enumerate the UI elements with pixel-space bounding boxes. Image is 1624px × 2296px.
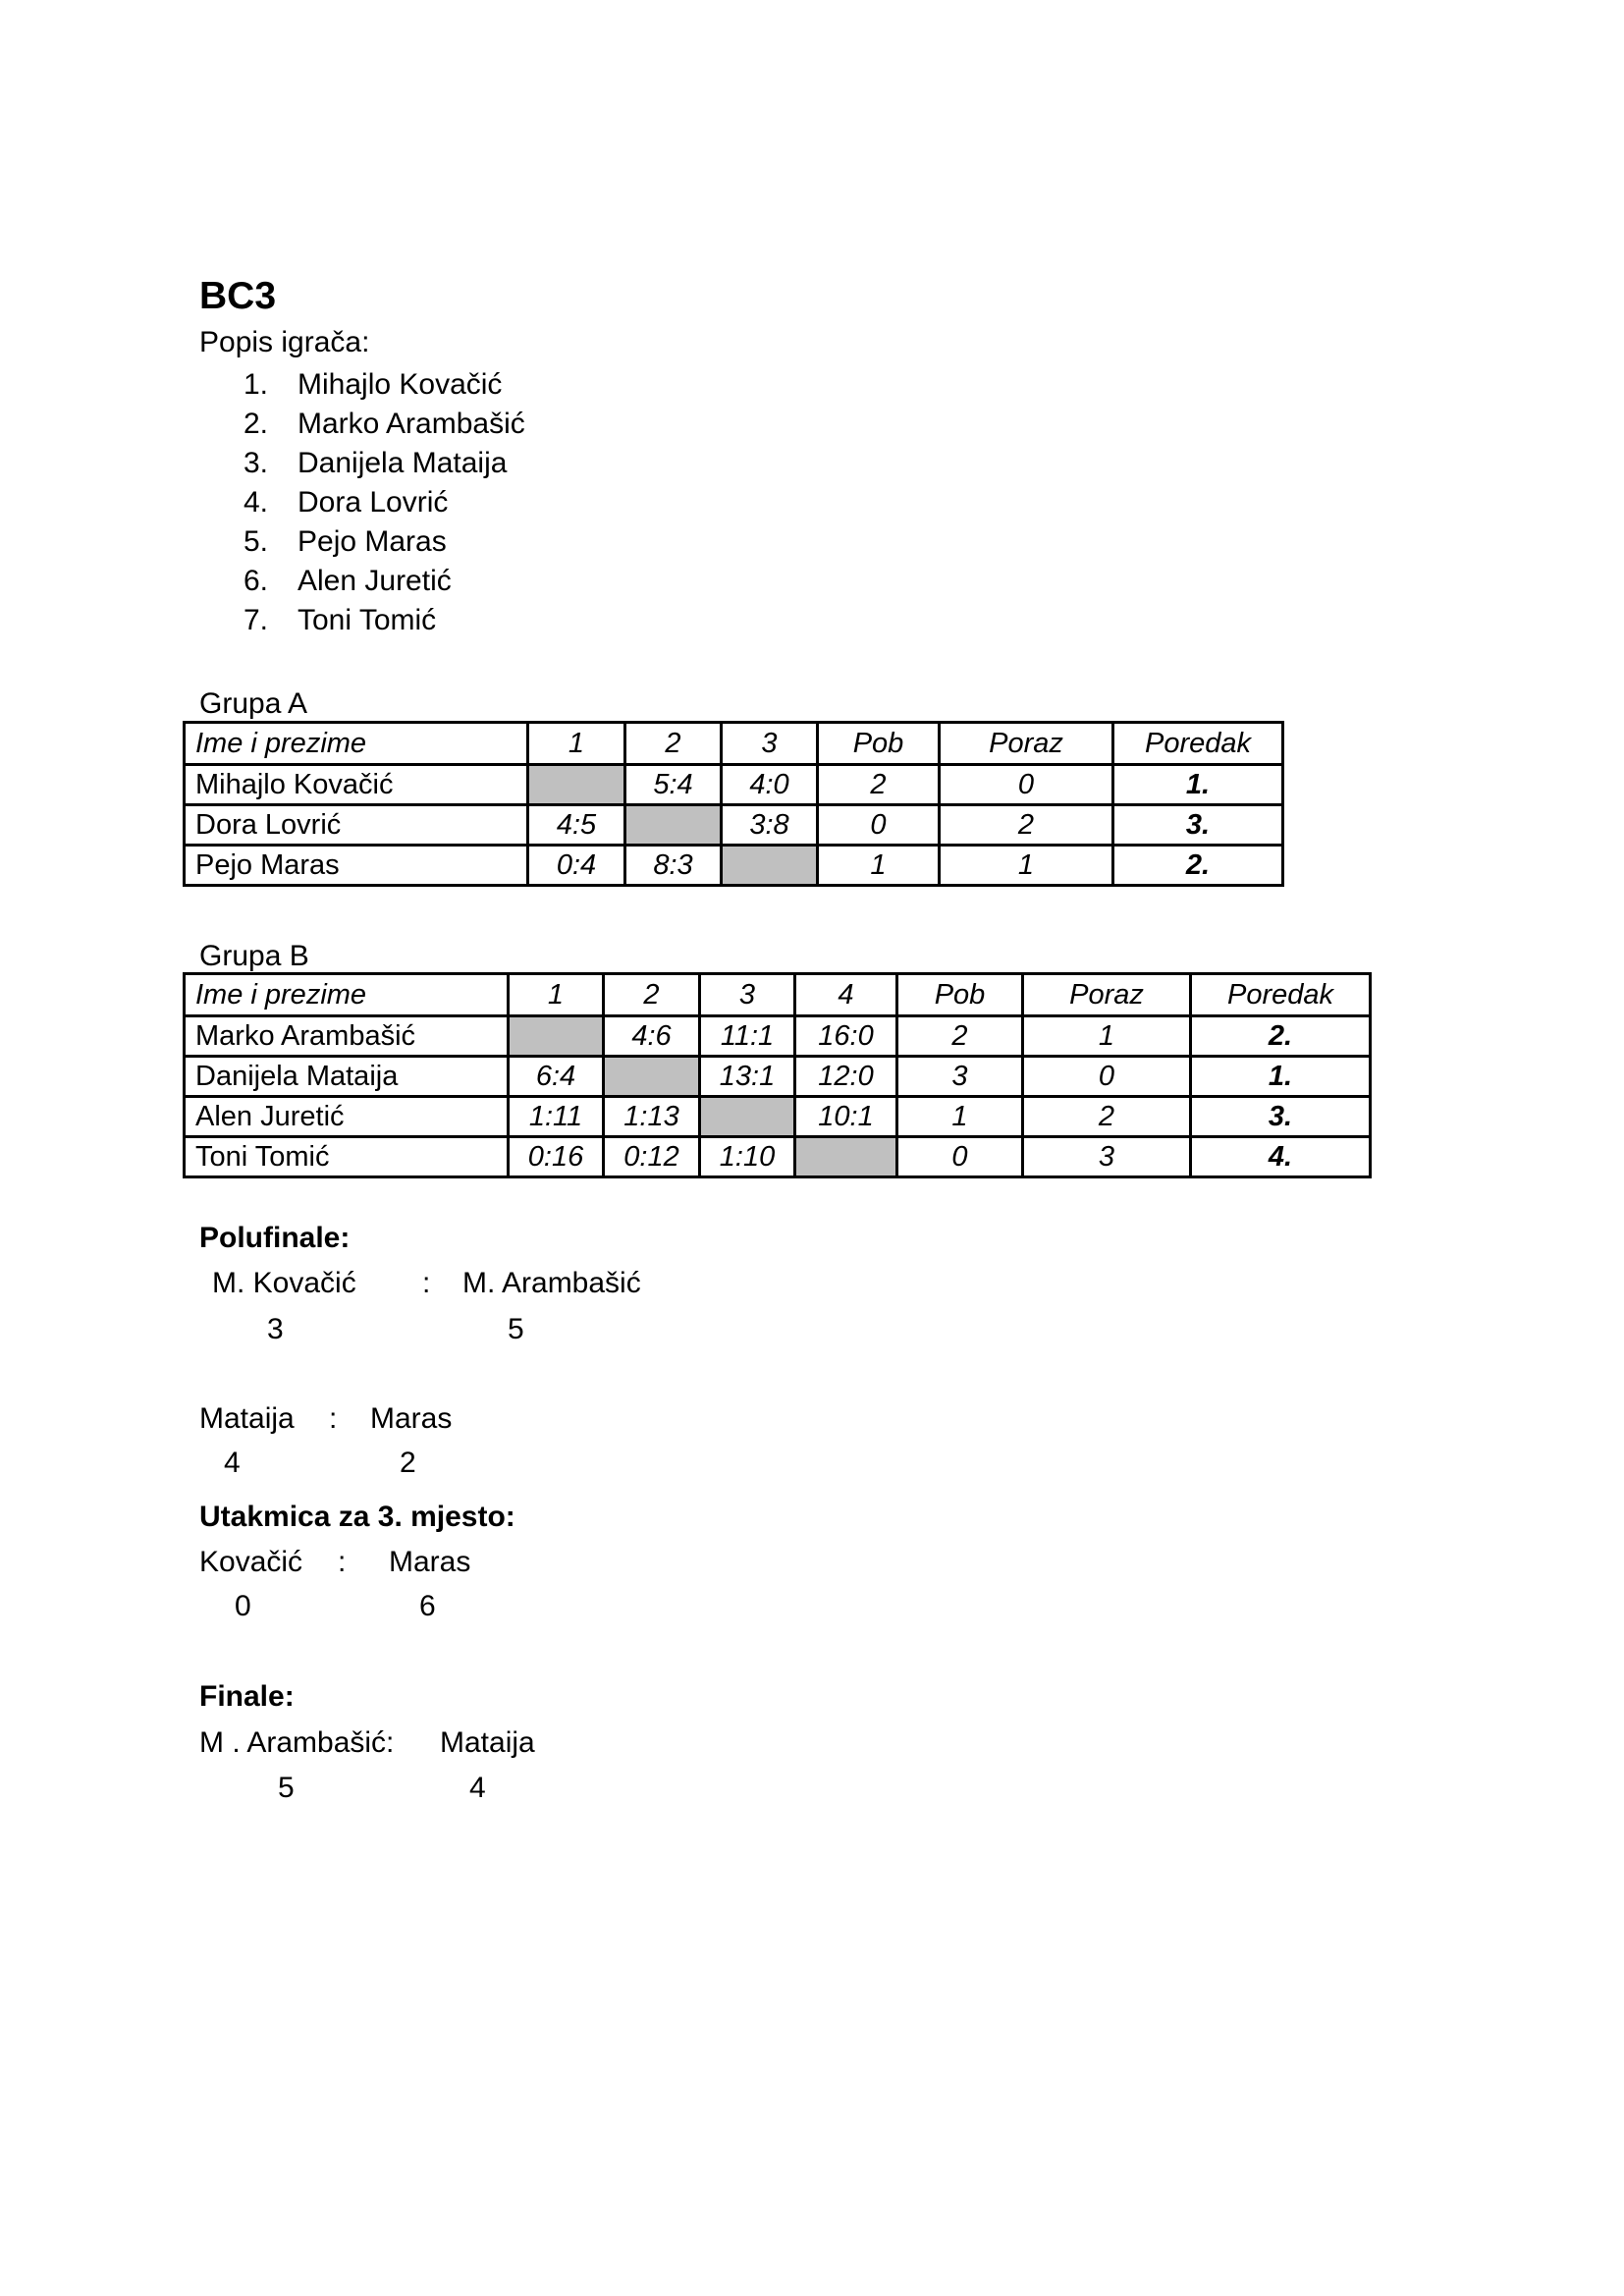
table-header-row xyxy=(185,974,1371,1016)
player-name: Pejo Maras xyxy=(298,525,447,558)
shaded-cell xyxy=(722,846,818,886)
player-name: Danijela Mataija xyxy=(298,447,508,479)
semifinal-match-2-scores xyxy=(0,1446,1624,1483)
player-number: 1. xyxy=(244,368,269,401)
header-cell: 3 xyxy=(700,974,795,1016)
shaded-cell xyxy=(700,1097,795,1137)
header-cell: 2 xyxy=(625,723,722,765)
wins-cell: 1 xyxy=(897,1097,1023,1137)
losses-cell: 2 xyxy=(940,805,1113,846)
match-player-2: Maras xyxy=(370,1402,453,1435)
final-scores xyxy=(0,1771,1624,1808)
shaded-cell xyxy=(509,1016,604,1057)
wins-cell: 1 xyxy=(818,846,940,886)
third-place-scores xyxy=(0,1589,1624,1626)
header-cell: Poraz xyxy=(940,723,1113,765)
match-separator: : xyxy=(329,1402,338,1435)
wins-cell: 0 xyxy=(818,805,940,846)
table-row xyxy=(185,805,1283,846)
player-list-item xyxy=(244,446,507,481)
header-cell: 3 xyxy=(722,723,818,765)
match-player-2: M. Arambašić xyxy=(462,1267,641,1299)
score-cell: 4:6 xyxy=(604,1016,700,1057)
shaded-cell xyxy=(604,1057,700,1097)
semifinal-match-2-players xyxy=(0,1401,1624,1439)
player-name: Mihajlo Kovačić xyxy=(298,368,503,401)
match-player-1: Mataija xyxy=(199,1402,295,1435)
group-b-label: Grupa B xyxy=(199,940,309,972)
rank-cell: 4. xyxy=(1191,1137,1371,1177)
player-name-cell: Alen Juretić xyxy=(185,1097,509,1137)
wins-cell: 2 xyxy=(818,765,940,805)
header-cell: 2 xyxy=(604,974,700,1016)
header-cell: Pob xyxy=(897,974,1023,1016)
losses-cell: 3 xyxy=(1023,1137,1191,1177)
match-separator: : xyxy=(338,1546,347,1578)
table-row xyxy=(185,1097,1371,1137)
semifinal-match-1-players xyxy=(0,1266,1624,1303)
player-number: 5. xyxy=(244,525,269,558)
table-row xyxy=(185,1137,1371,1177)
rank-cell: 2. xyxy=(1191,1016,1371,1057)
score-cell: 16:0 xyxy=(795,1016,897,1057)
losses-cell: 1 xyxy=(1023,1016,1191,1057)
score-cell: 1:10 xyxy=(700,1137,795,1177)
score-cell: 3:8 xyxy=(722,805,818,846)
score-cell: 4:5 xyxy=(528,805,625,846)
header-cell: Poraz xyxy=(1023,974,1191,1016)
semifinal-match-1-scores xyxy=(0,1312,1624,1349)
score-cell: 13:1 xyxy=(700,1057,795,1097)
match-player-1: M. Kovačić xyxy=(212,1267,356,1299)
header-cell: 4 xyxy=(795,974,897,1016)
match-score-2: 6 xyxy=(419,1590,436,1622)
score-cell: 8:3 xyxy=(625,846,722,886)
player-list-item xyxy=(244,485,448,520)
shaded-cell xyxy=(625,805,722,846)
match-score-2: 5 xyxy=(508,1313,524,1345)
score-cell: 10:1 xyxy=(795,1097,897,1137)
third-place-players xyxy=(0,1545,1624,1582)
rank-cell: 2. xyxy=(1113,846,1283,886)
score-cell: 4:0 xyxy=(722,765,818,805)
header-cell: Poredak xyxy=(1113,723,1283,765)
player-name: Dora Lovrić xyxy=(298,486,449,519)
player-number: 7. xyxy=(244,604,269,636)
header-cell: Pob xyxy=(818,723,940,765)
player-list-item xyxy=(244,564,452,599)
match-score-1: 3 xyxy=(267,1313,284,1345)
player-number: 6. xyxy=(244,565,269,597)
score-cell: 1:11 xyxy=(509,1097,604,1137)
player-number: 2. xyxy=(244,408,269,440)
table-row xyxy=(185,765,1283,805)
losses-cell: 0 xyxy=(1023,1057,1191,1097)
final-players xyxy=(0,1725,1624,1763)
player-list-item xyxy=(244,524,447,560)
player-name-cell: Danijela Mataija xyxy=(185,1057,509,1097)
score-cell: 5:4 xyxy=(625,765,722,805)
wins-cell: 3 xyxy=(897,1057,1023,1097)
semifinals-heading: Polufinale: xyxy=(199,1222,351,1254)
player-name: Alen Juretić xyxy=(298,565,452,597)
header-cell: Ime i prezime xyxy=(185,723,528,765)
score-cell: 11:1 xyxy=(700,1016,795,1057)
header-cell: 1 xyxy=(528,723,625,765)
score-cell: 6:4 xyxy=(509,1057,604,1097)
third-place-heading: Utakmica za 3. mjesto: xyxy=(199,1501,515,1533)
player-name: Marko Arambašić xyxy=(298,408,525,440)
header-cell: Ime i prezime xyxy=(185,974,509,1016)
player-name-cell: Pejo Maras xyxy=(185,846,528,886)
table-row xyxy=(185,846,1283,886)
player-list-item xyxy=(244,603,436,638)
player-name-cell: Marko Arambašić xyxy=(185,1016,509,1057)
match-score-1: 4 xyxy=(224,1447,241,1479)
page-title: BC3 xyxy=(199,275,277,317)
rank-cell: 3. xyxy=(1113,805,1283,846)
match-separator: : xyxy=(422,1267,431,1299)
table-row xyxy=(185,1016,1371,1057)
match-score-2: 4 xyxy=(469,1772,486,1804)
losses-cell: 1 xyxy=(940,846,1113,886)
table-header-row xyxy=(185,723,1283,765)
losses-cell: 2 xyxy=(1023,1097,1191,1137)
match-score-2: 2 xyxy=(400,1447,416,1479)
player-list-item xyxy=(244,367,502,403)
player-number: 3. xyxy=(244,447,269,479)
player-name-cell: Mihajlo Kovačić xyxy=(185,765,528,805)
players-list-label: Popis igrača: xyxy=(199,326,370,358)
table-row xyxy=(185,1057,1371,1097)
player-name-cell: Toni Tomić xyxy=(185,1137,509,1177)
score-cell: 0:16 xyxy=(509,1137,604,1177)
rank-cell: 1. xyxy=(1191,1057,1371,1097)
wins-cell: 0 xyxy=(897,1137,1023,1177)
player-name: Toni Tomić xyxy=(298,604,437,636)
score-cell: 12:0 xyxy=(795,1057,897,1097)
match-player-1: M . Arambašić: xyxy=(199,1726,395,1759)
losses-cell: 0 xyxy=(940,765,1113,805)
header-cell: 1 xyxy=(509,974,604,1016)
player-name-cell: Dora Lovrić xyxy=(185,805,528,846)
shaded-cell xyxy=(795,1137,897,1177)
player-list-item xyxy=(244,407,525,442)
group-a-label: Grupa A xyxy=(199,687,308,720)
match-score-1: 0 xyxy=(235,1590,251,1622)
wins-cell: 2 xyxy=(897,1016,1023,1057)
match-player-2: Mataija xyxy=(440,1726,535,1759)
match-score-1: 5 xyxy=(278,1772,295,1804)
final-heading: Finale: xyxy=(199,1680,295,1713)
group-a-table xyxy=(183,721,1284,887)
player-number: 4. xyxy=(244,486,269,519)
header-cell: Poredak xyxy=(1191,974,1371,1016)
rank-cell: 1. xyxy=(1113,765,1283,805)
rank-cell: 3. xyxy=(1191,1097,1371,1137)
score-cell: 0:4 xyxy=(528,846,625,886)
score-cell: 0:12 xyxy=(604,1137,700,1177)
match-player-2: Maras xyxy=(389,1546,471,1578)
group-b-table xyxy=(183,972,1372,1178)
match-player-1: Kovačić xyxy=(199,1546,303,1578)
score-cell: 1:13 xyxy=(604,1097,700,1137)
shaded-cell xyxy=(528,765,625,805)
